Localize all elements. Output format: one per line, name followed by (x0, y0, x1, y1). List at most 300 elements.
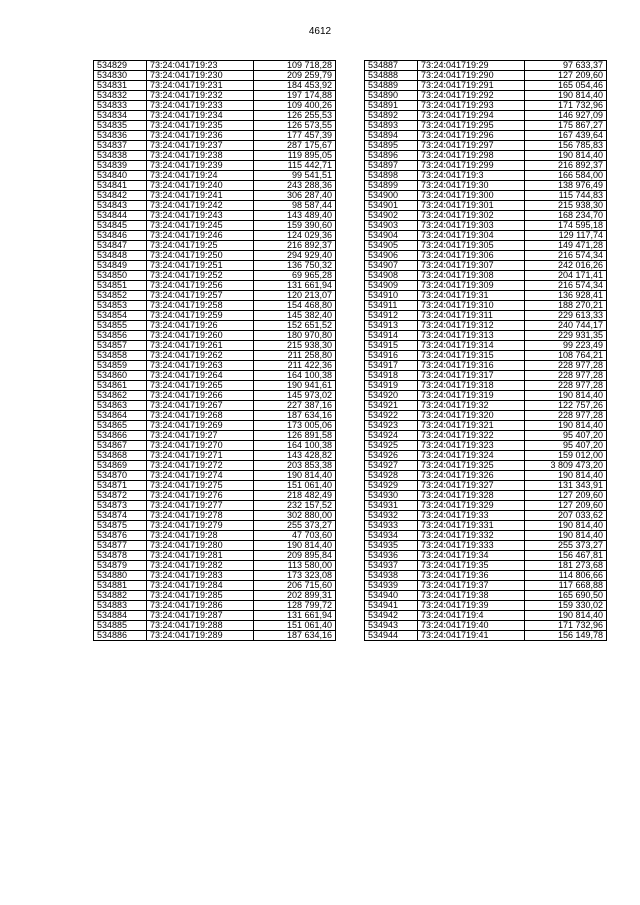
cadastral-number-cell: 73:24:041719:272 (147, 461, 254, 471)
row-number-cell: 534848 (94, 251, 147, 261)
row-number-cell: 534935 (365, 541, 418, 551)
cadastral-number-cell: 73:24:041719:39 (418, 601, 525, 611)
row-number-cell: 534894 (365, 131, 418, 141)
value-cell: 209 895,84 (254, 551, 336, 561)
table-row (365, 541, 607, 551)
cadastral-number-cell: 73:24:041719:331 (418, 521, 525, 531)
table-row (94, 251, 336, 261)
row-number-cell: 534892 (365, 111, 418, 121)
table-row (94, 301, 336, 311)
row-number-cell: 534834 (94, 111, 147, 121)
table-row (365, 571, 607, 581)
cadastral-number-cell: 73:24:041719:318 (418, 381, 525, 391)
row-number-cell: 534858 (94, 351, 147, 361)
cadastral-number-cell: 73:24:041719:231 (147, 81, 254, 91)
row-number-cell: 534914 (365, 331, 418, 341)
value-cell: 143 489,40 (254, 211, 336, 221)
value-cell: 215 938,30 (254, 341, 336, 351)
row-number-cell: 534846 (94, 231, 147, 241)
cadastral-number-cell: 73:24:041719:278 (147, 511, 254, 521)
table-row (94, 221, 336, 231)
row-number-cell: 534872 (94, 491, 147, 501)
value-cell: 204 171,41 (525, 271, 607, 281)
cadastral-number-cell: 73:24:041719:315 (418, 351, 525, 361)
row-number-cell: 534845 (94, 221, 147, 231)
cadastral-number-cell: 73:24:041719:306 (418, 251, 525, 261)
row-number-cell: 534856 (94, 331, 147, 341)
value-cell: 190 814,40 (525, 151, 607, 161)
row-number-cell: 534912 (365, 311, 418, 321)
cadastral-number-cell: 73:24:041719:294 (418, 111, 525, 121)
row-number-cell: 534906 (365, 251, 418, 261)
cadastral-number-cell: 73:24:041719:311 (418, 311, 525, 321)
table-row (365, 451, 607, 461)
value-cell: 187 634,16 (254, 411, 336, 421)
row-number-cell: 534838 (94, 151, 147, 161)
cadastral-number-cell: 73:24:041719:271 (147, 451, 254, 461)
row-number-cell: 534861 (94, 381, 147, 391)
value-cell: 229 931,35 (525, 331, 607, 341)
table-row (94, 351, 336, 361)
cadastral-number-cell: 73:24:041719:291 (418, 81, 525, 91)
row-number-cell: 534899 (365, 181, 418, 191)
cadastral-number-cell: 73:24:041719:237 (147, 141, 254, 151)
table-row (365, 281, 607, 291)
row-number-cell: 534869 (94, 461, 147, 471)
row-number-cell: 534889 (365, 81, 418, 91)
table-row (365, 411, 607, 421)
row-number-cell: 534836 (94, 131, 147, 141)
value-cell: 136 928,41 (525, 291, 607, 301)
row-number-cell: 534908 (365, 271, 418, 281)
row-number-cell: 534898 (365, 171, 418, 181)
row-number-cell: 534837 (94, 141, 147, 151)
cadastral-number-cell: 73:24:041719:326 (418, 471, 525, 481)
cadastral-number-cell: 73:24:041719:242 (147, 201, 254, 211)
table-row (94, 131, 336, 141)
cadastral-number-cell: 73:24:041719:261 (147, 341, 254, 351)
table-row (94, 601, 336, 611)
value-cell: 166 584,00 (525, 171, 607, 181)
row-number-cell: 534862 (94, 391, 147, 401)
row-number-cell: 534886 (94, 631, 147, 641)
cadastral-number-cell: 73:24:041719:274 (147, 471, 254, 481)
cadastral-number-cell: 73:24:041719:332 (418, 531, 525, 541)
cadastral-number-cell: 73:24:041719:28 (147, 531, 254, 541)
value-cell: 156 785,83 (525, 141, 607, 151)
row-number-cell: 534895 (365, 141, 418, 151)
cadastral-number-cell: 73:24:041719:297 (418, 141, 525, 151)
table-row (94, 361, 336, 371)
row-number-cell: 534936 (365, 551, 418, 561)
value-cell: 184 453,92 (254, 81, 336, 91)
table-row (94, 451, 336, 461)
table-row (365, 221, 607, 231)
cadastral-number-cell: 73:24:041719:305 (418, 241, 525, 251)
value-cell: 190 814,40 (254, 471, 336, 481)
cadastral-number-cell: 73:24:041719:259 (147, 311, 254, 321)
value-cell: 190 941,61 (254, 381, 336, 391)
table-row (94, 111, 336, 121)
row-number-cell: 534864 (94, 411, 147, 421)
cadastral-number-cell: 73:24:041719:304 (418, 231, 525, 241)
table-row (94, 241, 336, 251)
table-row (365, 471, 607, 481)
table-row (94, 381, 336, 391)
right-register-table (364, 60, 607, 641)
row-number-cell: 534885 (94, 621, 147, 631)
cadastral-number-cell: 73:24:041719:33 (418, 511, 525, 521)
cadastral-number-cell: 73:24:041719:4 (418, 611, 525, 621)
table-row (94, 121, 336, 131)
table-row (365, 241, 607, 251)
cadastral-number-cell: 73:24:041719:276 (147, 491, 254, 501)
value-cell: 216 574,34 (525, 251, 607, 261)
value-cell: 145 382,40 (254, 311, 336, 321)
table-row (365, 631, 607, 641)
row-number-cell: 534917 (365, 361, 418, 371)
cadastral-number-cell: 73:24:041719:285 (147, 591, 254, 601)
table-row (94, 231, 336, 241)
cadastral-number-cell: 73:24:041719:230 (147, 71, 254, 81)
row-number-cell: 534902 (365, 211, 418, 221)
cadastral-number-cell: 73:24:041719:232 (147, 91, 254, 101)
table-row (94, 591, 336, 601)
value-cell: 211 258,80 (254, 351, 336, 361)
row-number-cell: 534911 (365, 301, 418, 311)
cadastral-number-cell: 73:24:041719:288 (147, 621, 254, 631)
cadastral-number-cell: 73:24:041719:282 (147, 561, 254, 571)
value-cell: 164 100,38 (254, 441, 336, 451)
value-cell: 124 029,36 (254, 231, 336, 241)
row-number-cell: 534850 (94, 271, 147, 281)
table-row (94, 391, 336, 401)
cadastral-number-cell: 73:24:041719:29 (418, 61, 525, 71)
value-cell: 216 574,34 (525, 281, 607, 291)
value-cell: 127 209,60 (525, 491, 607, 501)
value-cell: 159 012,00 (525, 451, 607, 461)
table-row (365, 551, 607, 561)
cadastral-number-cell: 73:24:041719:283 (147, 571, 254, 581)
cadastral-number-cell: 73:24:041719:252 (147, 271, 254, 281)
cadastral-number-cell: 73:24:041719:246 (147, 231, 254, 241)
row-number-cell: 534854 (94, 311, 147, 321)
table-row (365, 301, 607, 311)
value-cell: 215 938,30 (525, 201, 607, 211)
table-row (365, 101, 607, 111)
table-row (94, 571, 336, 581)
row-number-cell: 534855 (94, 321, 147, 331)
value-cell: 126 891,58 (254, 431, 336, 441)
left-register-table (93, 60, 336, 641)
table-row (94, 291, 336, 301)
table-row (94, 211, 336, 221)
row-number-cell: 534876 (94, 531, 147, 541)
row-number-cell: 534847 (94, 241, 147, 251)
cadastral-number-cell: 73:24:041719:329 (418, 501, 525, 511)
value-cell: 302 880,00 (254, 511, 336, 521)
value-cell: 127 209,60 (525, 501, 607, 511)
table-row (94, 311, 336, 321)
value-cell: 3 809 473,20 (525, 461, 607, 471)
row-number-cell: 534891 (365, 101, 418, 111)
row-number-cell: 534921 (365, 401, 418, 411)
value-cell: 209 259,79 (254, 71, 336, 81)
row-number-cell: 534840 (94, 171, 147, 181)
row-number-cell: 534904 (365, 231, 418, 241)
row-number-cell: 534887 (365, 61, 418, 71)
row-number-cell: 534883 (94, 601, 147, 611)
value-cell: 119 895,05 (254, 151, 336, 161)
value-cell: 202 899,31 (254, 591, 336, 601)
table-row (365, 71, 607, 81)
cadastral-number-cell: 73:24:041719:31 (418, 291, 525, 301)
value-cell: 109 400,26 (254, 101, 336, 111)
table-row (365, 231, 607, 241)
cadastral-number-cell: 73:24:041719:277 (147, 501, 254, 511)
row-number-cell: 534879 (94, 561, 147, 571)
row-number-cell: 534905 (365, 241, 418, 251)
row-number-cell: 534915 (365, 341, 418, 351)
table-row (94, 341, 336, 351)
table-row (365, 111, 607, 121)
value-cell: 47 703,60 (254, 531, 336, 541)
cadastral-number-cell: 73:24:041719:36 (418, 571, 525, 581)
cadastral-number-cell: 73:24:041719:34 (418, 551, 525, 561)
value-cell: 206 715,60 (254, 581, 336, 591)
table-row (94, 91, 336, 101)
value-cell: 159 330,02 (525, 601, 607, 611)
cadastral-number-cell: 73:24:041719:290 (418, 71, 525, 81)
cadastral-number-cell: 73:24:041719:233 (147, 101, 254, 111)
value-cell: 190 814,40 (254, 541, 336, 551)
cadastral-number-cell: 73:24:041719:302 (418, 211, 525, 221)
page-number: 4612 (308, 26, 332, 37)
row-number-cell: 534916 (365, 351, 418, 361)
table-row (365, 141, 607, 151)
cadastral-number-cell: 73:24:041719:235 (147, 121, 254, 131)
row-number-cell: 534907 (365, 261, 418, 271)
row-number-cell: 534938 (365, 571, 418, 581)
table-row (365, 201, 607, 211)
cadastral-number-cell: 73:24:041719:319 (418, 391, 525, 401)
row-number-cell: 534843 (94, 201, 147, 211)
value-cell: 108 764,21 (525, 351, 607, 361)
value-cell: 164 100,38 (254, 371, 336, 381)
row-number-cell: 534910 (365, 291, 418, 301)
value-cell: 151 061,40 (254, 621, 336, 631)
value-cell: 165 054,46 (525, 81, 607, 91)
value-cell: 255 373,27 (525, 541, 607, 551)
cadastral-number-cell: 73:24:041719:30 (418, 181, 525, 191)
row-number-cell: 534922 (365, 411, 418, 421)
cadastral-number-cell: 73:24:041719:286 (147, 601, 254, 611)
table-row (94, 201, 336, 211)
value-cell: 171 732,96 (525, 101, 607, 111)
cadastral-number-cell: 73:24:041719:299 (418, 161, 525, 171)
table-row (365, 531, 607, 541)
value-cell: 229 613,33 (525, 311, 607, 321)
row-number-cell: 534851 (94, 281, 147, 291)
row-number-cell: 534832 (94, 91, 147, 101)
cadastral-number-cell: 73:24:041719:264 (147, 371, 254, 381)
cadastral-number-cell: 73:24:041719:266 (147, 391, 254, 401)
table-row (94, 431, 336, 441)
cadastral-number-cell: 73:24:041719:309 (418, 281, 525, 291)
cadastral-number-cell: 73:24:041719:251 (147, 261, 254, 271)
value-cell: 152 651,52 (254, 321, 336, 331)
row-number-cell: 534909 (365, 281, 418, 291)
cadastral-number-cell: 73:24:041719:321 (418, 421, 525, 431)
value-cell: 168 234,70 (525, 211, 607, 221)
value-cell: 151 061,40 (254, 481, 336, 491)
cadastral-number-cell: 73:24:041719:32 (418, 401, 525, 411)
table-row (365, 161, 607, 171)
table-row (365, 171, 607, 181)
table-row (365, 211, 607, 221)
value-cell: 159 390,60 (254, 221, 336, 231)
table-row (94, 81, 336, 91)
row-number-cell: 534900 (365, 191, 418, 201)
value-cell: 190 814,40 (525, 531, 607, 541)
row-number-cell: 534852 (94, 291, 147, 301)
cadastral-number-cell: 73:24:041719:292 (418, 91, 525, 101)
cadastral-number-cell: 73:24:041719:308 (418, 271, 525, 281)
table-row (94, 421, 336, 431)
cadastral-number-cell: 73:24:041719:300 (418, 191, 525, 201)
cadastral-number-cell: 73:24:041719:280 (147, 541, 254, 551)
table-row (94, 581, 336, 591)
row-number-cell: 534870 (94, 471, 147, 481)
cadastral-number-cell: 73:24:041719:287 (147, 611, 254, 621)
value-cell: 69 965,28 (254, 271, 336, 281)
value-cell: 143 428,82 (254, 451, 336, 461)
cadastral-number-cell: 73:24:041719:303 (418, 221, 525, 231)
value-cell: 240 744,17 (525, 321, 607, 331)
row-number-cell: 534940 (365, 591, 418, 601)
table-row (94, 181, 336, 191)
value-cell: 190 814,40 (525, 91, 607, 101)
value-cell: 109 718,28 (254, 61, 336, 71)
value-cell: 167 439,64 (525, 131, 607, 141)
table-row (94, 441, 336, 451)
table-row (365, 251, 607, 261)
row-number-cell: 534888 (365, 71, 418, 81)
row-number-cell: 534878 (94, 551, 147, 561)
value-cell: 173 005,06 (254, 421, 336, 431)
row-number-cell: 534853 (94, 301, 147, 311)
cadastral-number-cell: 73:24:041719:243 (147, 211, 254, 221)
row-number-cell: 534866 (94, 431, 147, 441)
value-cell: 216 892,37 (525, 161, 607, 171)
row-number-cell: 534913 (365, 321, 418, 331)
row-number-cell: 534927 (365, 461, 418, 471)
table-row (94, 541, 336, 551)
cadastral-number-cell: 73:24:041719:257 (147, 291, 254, 301)
value-cell: 228 977,28 (525, 411, 607, 421)
value-cell: 306 287,40 (254, 191, 336, 201)
value-cell: 197 174,88 (254, 91, 336, 101)
row-number-cell: 534942 (365, 611, 418, 621)
cadastral-number-cell: 73:24:041719:316 (418, 361, 525, 371)
row-number-cell: 534884 (94, 611, 147, 621)
table-row (94, 471, 336, 481)
value-cell: 117 668,88 (525, 581, 607, 591)
cadastral-number-cell: 73:24:041719:313 (418, 331, 525, 341)
cadastral-number-cell: 73:24:041719:240 (147, 181, 254, 191)
table-row (94, 71, 336, 81)
table-row (365, 611, 607, 621)
value-cell: 128 799,72 (254, 601, 336, 611)
cadastral-number-cell: 73:24:041719:284 (147, 581, 254, 591)
table-row (365, 321, 607, 331)
cadastral-number-cell: 73:24:041719:307 (418, 261, 525, 271)
cadastral-number-cell: 73:24:041719:40 (418, 621, 525, 631)
row-number-cell: 534925 (365, 441, 418, 451)
cadastral-number-cell: 73:24:041719:37 (418, 581, 525, 591)
value-cell: 114 806,66 (525, 571, 607, 581)
value-cell: 149 471,28 (525, 241, 607, 251)
table-row (365, 601, 607, 611)
cadastral-number-cell: 73:24:041719:241 (147, 191, 254, 201)
cadastral-number-cell: 73:24:041719:256 (147, 281, 254, 291)
table-row (94, 481, 336, 491)
value-cell: 115 744,83 (525, 191, 607, 201)
row-number-cell: 534868 (94, 451, 147, 461)
table-row (365, 121, 607, 131)
value-cell: 255 373,27 (254, 521, 336, 531)
row-number-cell: 534871 (94, 481, 147, 491)
cadastral-number-cell: 73:24:041719:325 (418, 461, 525, 471)
cadastral-number-cell: 73:24:041719:265 (147, 381, 254, 391)
cadastral-number-cell: 73:24:041719:301 (418, 201, 525, 211)
table-row (365, 521, 607, 531)
table-row (94, 371, 336, 381)
value-cell: 181 273,68 (525, 561, 607, 571)
value-cell: 99 541,51 (254, 171, 336, 181)
value-cell: 177 457,39 (254, 131, 336, 141)
table-row (365, 591, 607, 601)
value-cell: 98 587,44 (254, 201, 336, 211)
row-number-cell: 534830 (94, 71, 147, 81)
table-row (94, 401, 336, 411)
row-number-cell: 534877 (94, 541, 147, 551)
cadastral-number-cell: 73:24:041719:333 (418, 541, 525, 551)
table-row (94, 281, 336, 291)
cadastral-number-cell: 73:24:041719:328 (418, 491, 525, 501)
cadastral-number-cell: 73:24:041719:26 (147, 321, 254, 331)
table-row (365, 431, 607, 441)
row-number-cell: 534924 (365, 431, 418, 441)
table-row (365, 311, 607, 321)
value-cell: 138 976,49 (525, 181, 607, 191)
cadastral-number-cell: 73:24:041719:320 (418, 411, 525, 421)
cadastral-number-cell: 73:24:041719:324 (418, 451, 525, 461)
table-row (365, 491, 607, 501)
value-cell: 190 814,40 (525, 421, 607, 431)
row-number-cell: 534867 (94, 441, 147, 451)
value-cell: 115 442,71 (254, 161, 336, 171)
value-cell: 180 970,80 (254, 331, 336, 341)
table-row (365, 61, 607, 71)
table-row (365, 191, 607, 201)
cadastral-number-cell: 73:24:041719:238 (147, 151, 254, 161)
table-row (94, 261, 336, 271)
cadastral-number-cell: 73:24:041719:236 (147, 131, 254, 141)
cadastral-number-cell: 73:24:041719:279 (147, 521, 254, 531)
cadastral-number-cell: 73:24:041719:268 (147, 411, 254, 421)
row-number-cell: 534839 (94, 161, 147, 171)
